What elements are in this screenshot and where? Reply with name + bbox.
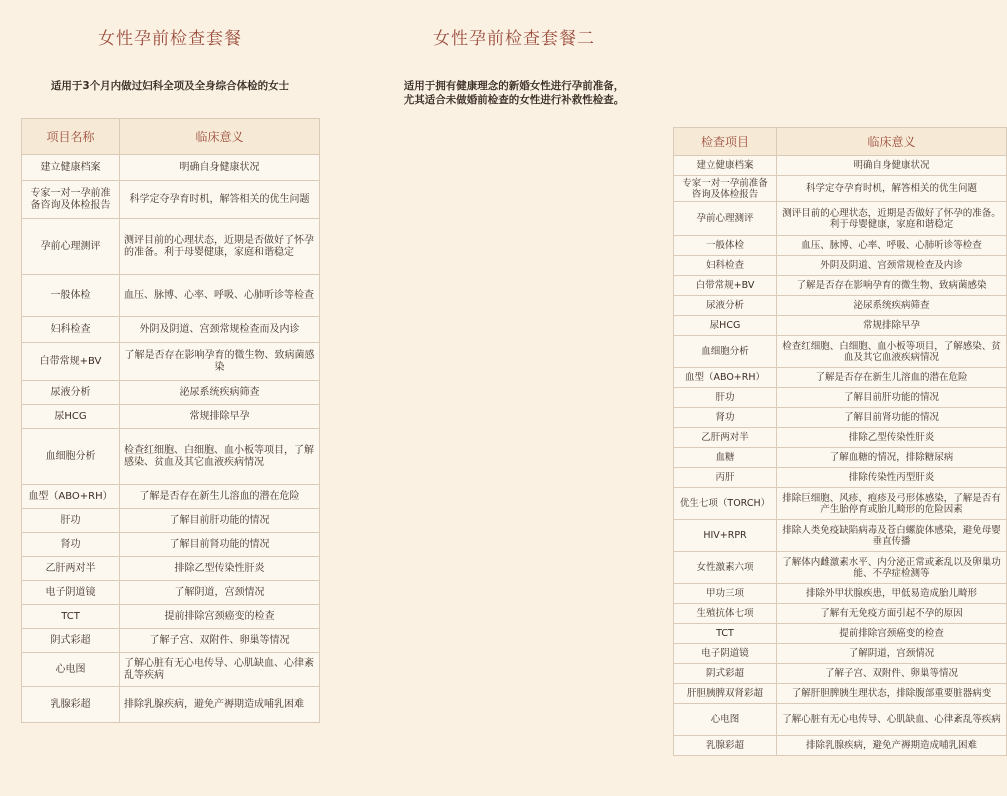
clinical-meaning-cell: 检查红细胞、白细胞、血小板等项目，了解感染、贫血及其它血液疾病情况: [777, 336, 1007, 368]
table-row: [674, 316, 1007, 336]
item-name-cell: 血细胞分析: [674, 336, 777, 368]
clinical-meaning-cell: 了解心脏有无心电传导、心肌缺血、心律紊乱等疾病: [777, 704, 1007, 736]
clinical-meaning-cell: 排除传染性丙型肝炎: [777, 468, 1007, 488]
table-row: [22, 343, 320, 381]
item-name-cell: 肝功: [674, 388, 777, 408]
clinical-meaning-cell: 了解血糖的情况，排除糖尿病: [777, 448, 1007, 468]
item-name-cell: 血细胞分析: [22, 429, 120, 485]
table-row: [22, 381, 320, 405]
table-row: [22, 687, 320, 723]
clinical-meaning-cell: 排除乙型传染性肝炎: [777, 428, 1007, 448]
item-name-cell: 血型（ABO+RH）: [22, 485, 120, 509]
item-name-cell: 电子阴道镜: [674, 644, 777, 664]
table-row: [22, 485, 320, 509]
item-name-cell: 电子阴道镜: [22, 581, 120, 605]
clinical-meaning-cell: 提前排除宫颈癌变的检查: [777, 624, 1007, 644]
clinical-meaning-cell: 血压、脉博、心率、呼吸、心肺听诊等检查: [120, 275, 320, 317]
item-name-cell: 乙肝两对半: [22, 557, 120, 581]
item-name-cell: 肾功: [674, 408, 777, 428]
clinical-meaning-cell: 排除外甲状腺疾患，甲低易造成胎儿畸形: [777, 584, 1007, 604]
table-row: [22, 653, 320, 687]
table-row: [22, 155, 320, 181]
clinical-meaning-cell: 了解子宫、双附件、卵巢等情况: [120, 629, 320, 653]
clinical-meaning-cell: 外阴及阴道、宫颈常规检查及内诊: [777, 256, 1007, 276]
table-row: [674, 202, 1007, 236]
table-row: [674, 684, 1007, 704]
table-row: [674, 624, 1007, 644]
item-name-cell: 一般体检: [674, 236, 777, 256]
item-name-cell: 心电图: [674, 704, 777, 736]
table-row: [674, 368, 1007, 388]
item-name-cell: 孕前心理测评: [22, 219, 120, 275]
item-name-cell: 专家一对一孕前准备咨询及体检报告: [674, 176, 777, 202]
item-name-cell: 妇科检查: [22, 317, 120, 343]
package-one-subtitle: 适用于3个月内做过妇科全项及全身综合体检的女士: [50, 80, 290, 92]
item-name-cell: 心电图: [22, 653, 120, 687]
clinical-meaning-cell: 明确自身健康状况: [120, 155, 320, 181]
item-name-cell: 乳腺彩超: [674, 736, 777, 756]
table-row: [674, 176, 1007, 202]
item-name-cell: HIV+RPR: [674, 520, 777, 552]
item-name-cell: 血糖: [674, 448, 777, 468]
item-name-cell: 肝胆胰脾双肾彩超: [674, 684, 777, 704]
item-name-cell: 白带常规+BV: [22, 343, 120, 381]
header-clinical-meaning: 临床意义: [120, 119, 320, 155]
item-name-cell: 生殖抗体七项: [674, 604, 777, 624]
clinical-meaning-cell: 了解阴道，宫颈情况: [777, 644, 1007, 664]
clinical-meaning-cell: 了解是否存在新生儿溶血的潜在危险: [120, 485, 320, 509]
clinical-meaning-cell: 血压、脉博、心率、呼吸、心肺听诊等检查: [777, 236, 1007, 256]
table-row: [674, 448, 1007, 468]
table-row: [674, 428, 1007, 448]
table-row: [22, 509, 320, 533]
item-name-cell: 尿液分析: [22, 381, 120, 405]
clinical-meaning-cell: 测评目前的心理状态，近期是否做好了怀孕的准备。利于母婴健康，家庭和谐稳定: [777, 202, 1007, 236]
table-row: [674, 736, 1007, 756]
table-row: [674, 236, 1007, 256]
clinical-meaning-cell: 了解阴道，宫颈情况: [120, 581, 320, 605]
table-row: [22, 557, 320, 581]
table-row: [22, 533, 320, 557]
item-name-cell: 建立健康档案: [674, 156, 777, 176]
item-name-cell: 阴式彩超: [22, 629, 120, 653]
item-name-cell: 白带常规+BV: [674, 276, 777, 296]
clinical-meaning-cell: 了解目前肝功能的情况: [120, 509, 320, 533]
item-name-cell: 建立健康档案: [22, 155, 120, 181]
clinical-meaning-cell: 排除巨细胞、风疹、疱疹及弓形体感染，了解是否有产生胎停育或胎儿畸形的危险因素: [777, 488, 1007, 520]
clinical-meaning-cell: 了解体内雌激素水平、内分泌正常或紊乱以及卵巢功能、不孕症检测等: [777, 552, 1007, 584]
table-row: [674, 604, 1007, 624]
package-two-title: 女性孕前检查套餐二: [433, 29, 595, 49]
clinical-meaning-cell: 科学定夺孕育时机，解答相关的优生问题: [120, 181, 320, 219]
clinical-meaning-cell: 排除乳腺疾病，避免产褥期造成哺乳困难: [120, 687, 320, 723]
table-row: [674, 408, 1007, 428]
clinical-meaning-cell: 科学定夺孕育时机，解答相关的优生问题: [777, 176, 1007, 202]
table-row: [22, 629, 320, 653]
clinical-meaning-cell: 了解有无免疫方面引起不孕的原因: [777, 604, 1007, 624]
clinical-meaning-cell: 排除乳腺疾病，避免产褥期造成哺乳困难: [777, 736, 1007, 756]
item-name-cell: 乙肝两对半: [674, 428, 777, 448]
table-row: [674, 296, 1007, 316]
header-clinical-meaning: 临床意义: [777, 128, 1007, 156]
clinical-meaning-cell: 了解目前肾功能的情况: [777, 408, 1007, 428]
item-name-cell: 专家一对一孕前准备咨询及体检报告: [22, 181, 120, 219]
item-name-cell: 一般体检: [22, 275, 120, 317]
table-row: [22, 219, 320, 275]
item-name-cell: 乳腺彩超: [22, 687, 120, 723]
item-name-cell: 女性激素六项: [674, 552, 777, 584]
table-row: [674, 276, 1007, 296]
table-row: [674, 336, 1007, 368]
clinical-meaning-cell: 了解子宫、双附件、卵巢等情况: [777, 664, 1007, 684]
table-row: [674, 488, 1007, 520]
clinical-meaning-cell: 检查红细胞、白细胞、血小板等项目，了解感染、贫血及其它血液疾病情况: [120, 429, 320, 485]
table-row: [674, 156, 1007, 176]
item-name-cell: 肾功: [22, 533, 120, 557]
package-two-subtitle-line1: 适用于拥有健康理念的新婚女性进行孕前准备，: [403, 80, 625, 92]
clinical-meaning-cell: 泌尿系统疾病筛查: [777, 296, 1007, 316]
table-row: [674, 584, 1007, 604]
item-name-cell: 优生七项（TORCH）: [674, 488, 777, 520]
table-row: [674, 388, 1007, 408]
item-name-cell: 尿液分析: [674, 296, 777, 316]
clinical-meaning-cell: 了解目前肝功能的情况: [777, 388, 1007, 408]
table-row: [22, 429, 320, 485]
table-row: [674, 664, 1007, 684]
package-two-subtitle: [340, 79, 688, 107]
clinical-meaning-cell: 了解心脏有无心电传导、心肌缺血、心律紊乱等疾病: [120, 653, 320, 687]
item-name-cell: 阴式彩超: [674, 664, 777, 684]
clinical-meaning-cell: 了解是否存在影响孕育的微生物、致病菌感染: [120, 343, 320, 381]
table-row: [22, 181, 320, 219]
package-two-subtitle-line2: 尤其适合未做婚前检查的女性进行补救性检查。: [403, 94, 625, 106]
table-row: [674, 468, 1007, 488]
item-name-cell: 肝功: [22, 509, 120, 533]
item-name-cell: 尿HCG: [22, 405, 120, 429]
table-row: [22, 605, 320, 629]
table-row: [22, 275, 320, 317]
clinical-meaning-cell: 了解是否存在影响孕育的微生物、致病菌感染: [777, 276, 1007, 296]
clinical-meaning-cell: 提前排除宫颈癌变的检查: [120, 605, 320, 629]
clinical-meaning-cell: 了解是否存在新生儿溶血的潜在危险: [777, 368, 1007, 388]
item-name-cell: 丙肝: [674, 468, 777, 488]
item-name-cell: 血型（ABO+RH）: [674, 368, 777, 388]
item-name-cell: TCT: [674, 624, 777, 644]
table-row: [674, 704, 1007, 736]
clinical-meaning-cell: 排除人类免疫缺陷病毒及苍白螺旋体感染，避免母婴垂直传播: [777, 520, 1007, 552]
package-one-title: 女性孕前检查套餐: [98, 29, 242, 49]
package-two-table: [673, 127, 1007, 756]
clinical-meaning-cell: 排除乙型传染性肝炎: [120, 557, 320, 581]
table-row: [22, 317, 320, 343]
table-row: [674, 552, 1007, 584]
package-one-table: [21, 118, 320, 723]
table-row: [674, 256, 1007, 276]
clinical-meaning-cell: 明确自身健康状况: [777, 156, 1007, 176]
table-row: [22, 581, 320, 605]
clinical-meaning-cell: 常规排除早孕: [777, 316, 1007, 336]
clinical-meaning-cell: 测评目前的心理状态，近期是否做好了怀孕的准备。利于母婴健康，家庭和谐稳定: [120, 219, 320, 275]
header-check-item: 检查项目: [674, 128, 777, 156]
header-item-name: 项目名称: [22, 119, 120, 155]
clinical-meaning-cell: 泌尿系统疾病筛查: [120, 381, 320, 405]
item-name-cell: 妇科检查: [674, 256, 777, 276]
table-row: [22, 405, 320, 429]
item-name-cell: 尿HCG: [674, 316, 777, 336]
item-name-cell: TCT: [22, 605, 120, 629]
table-row: [674, 520, 1007, 552]
clinical-meaning-cell: 常规排除早孕: [120, 405, 320, 429]
clinical-meaning-cell: 了解肝胆脾胰生理状态，排除腹部重要脏器病变: [777, 684, 1007, 704]
table-row: [674, 644, 1007, 664]
item-name-cell: 孕前心理测评: [674, 202, 777, 236]
clinical-meaning-cell: 外阴及阴道、宫颈常规检查而及内诊: [120, 317, 320, 343]
item-name-cell: 甲功三项: [674, 584, 777, 604]
clinical-meaning-cell: 了解目前肾功能的情况: [120, 533, 320, 557]
